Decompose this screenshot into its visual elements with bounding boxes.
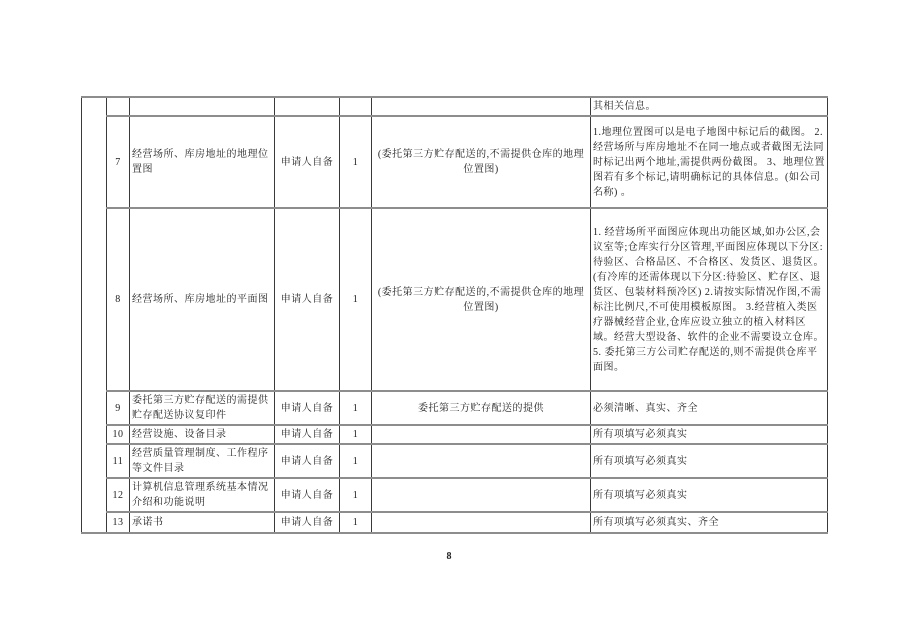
cell-source: 申请人自备	[275, 478, 340, 512]
cell-remark: 委托第三方贮存配送的提供	[372, 391, 591, 425]
table-row	[82, 391, 828, 425]
cell-source: 申请人自备	[275, 116, 340, 208]
cell-name: 经营质量管理制度、工作程序等文件目录	[130, 444, 275, 478]
cell-count: 1	[340, 208, 372, 391]
cell-count: 1	[340, 512, 372, 533]
cell-remark	[372, 478, 591, 512]
cell-count: 1	[340, 116, 372, 208]
cell-name: 经营设施、设备目录	[130, 425, 275, 444]
cell-no: 8	[107, 208, 130, 391]
cell-requirement: 所有项填写必须真实、齐全	[591, 512, 828, 533]
cell-count: 1	[340, 444, 372, 478]
cell-count: 1	[340, 391, 372, 425]
cell-name: 计算机信息管理系统基本情况介绍和功能说明	[130, 478, 275, 512]
cell-count: 1	[340, 425, 372, 444]
cell-remark	[372, 512, 591, 533]
cell-no: 12	[107, 478, 130, 512]
cell-no: 10	[107, 425, 130, 444]
cell-name: 经营场所、库房地址的平面图	[130, 208, 275, 391]
cell-source: 申请人自备	[275, 512, 340, 533]
cell-no: 11	[107, 444, 130, 478]
cell-requirement: 其相关信息。	[591, 97, 828, 116]
cell-source: 申请人自备	[275, 208, 340, 391]
cell-no: 9	[107, 391, 130, 425]
empty-cell	[275, 97, 340, 116]
cell-no: 7	[107, 116, 130, 208]
cell-requirement: 所有项填写必须真实	[591, 444, 828, 478]
table-row	[82, 425, 828, 444]
cell-requirement: 所有项填写必须真实	[591, 425, 828, 444]
empty-cell	[107, 97, 130, 116]
page-number: 8	[446, 551, 452, 562]
table-row	[82, 116, 828, 208]
cell-requirement: 1. 经营场所平面图应体现出功能区域,如办公区,会议室等;仓库实行分区管理,平面图应体现以下分区:待验区、合格品区、不合格区、发货区、退货区。(有冷库的还需体现以下分区:待验区、贮存区、退货区、包装材料预冷区) 2.请按实际情况作图,不需标注比例尺,不可使用模板原图。 3.经营植入类医疗器械经营企业,仓库应设立独立的植入材料区域。经营大型设备、软件的企业不需要设立仓库。 5. 委托第三方公司贮存配送的,则不需提供仓库平面图。	[591, 208, 828, 391]
table-row	[82, 444, 828, 478]
cell-remark: (委托第三方贮存配送的,不需提供仓库的地理位置图)	[372, 116, 591, 208]
cell-remark: (委托第三方贮存配送的,不需提供仓库的地理位置图)	[372, 208, 591, 391]
materials-table	[81, 96, 828, 534]
cell-remark	[372, 425, 591, 444]
cell-count: 1	[340, 478, 372, 512]
cell-source: 申请人自备	[275, 391, 340, 425]
cell-source: 申请人自备	[275, 444, 340, 478]
cell-name: 经营场所、库房地址的地理位置图	[130, 116, 275, 208]
table-row-continuation	[82, 97, 828, 116]
cell-remark	[372, 444, 591, 478]
table-row	[82, 478, 828, 512]
empty-cell	[372, 97, 591, 116]
cell-source: 申请人自备	[275, 425, 340, 444]
cell-name: 承诺书	[130, 512, 275, 533]
cell-requirement: 所有项填写必须真实	[591, 478, 828, 512]
cell-name: 委托第三方贮存配送的需提供贮存配送协议复印件	[130, 391, 275, 425]
category-cell	[82, 97, 107, 533]
table-row	[82, 208, 828, 391]
empty-cell	[130, 97, 275, 116]
cell-requirement: 必须清晰、真实、齐全	[591, 391, 828, 425]
cell-requirement: 1.地理位置图可以是电子地图中标记后的截图。 2.经营场所与库房地址不在同一地点或者截图无法同时标记出两个地址,需提供两份截图。 3、地理位置图若有多个标记,请明确标记的具体信息。(如公司名称) 。	[591, 116, 828, 208]
cell-no: 13	[107, 512, 130, 533]
empty-cell	[340, 97, 372, 116]
table-row	[82, 512, 828, 533]
